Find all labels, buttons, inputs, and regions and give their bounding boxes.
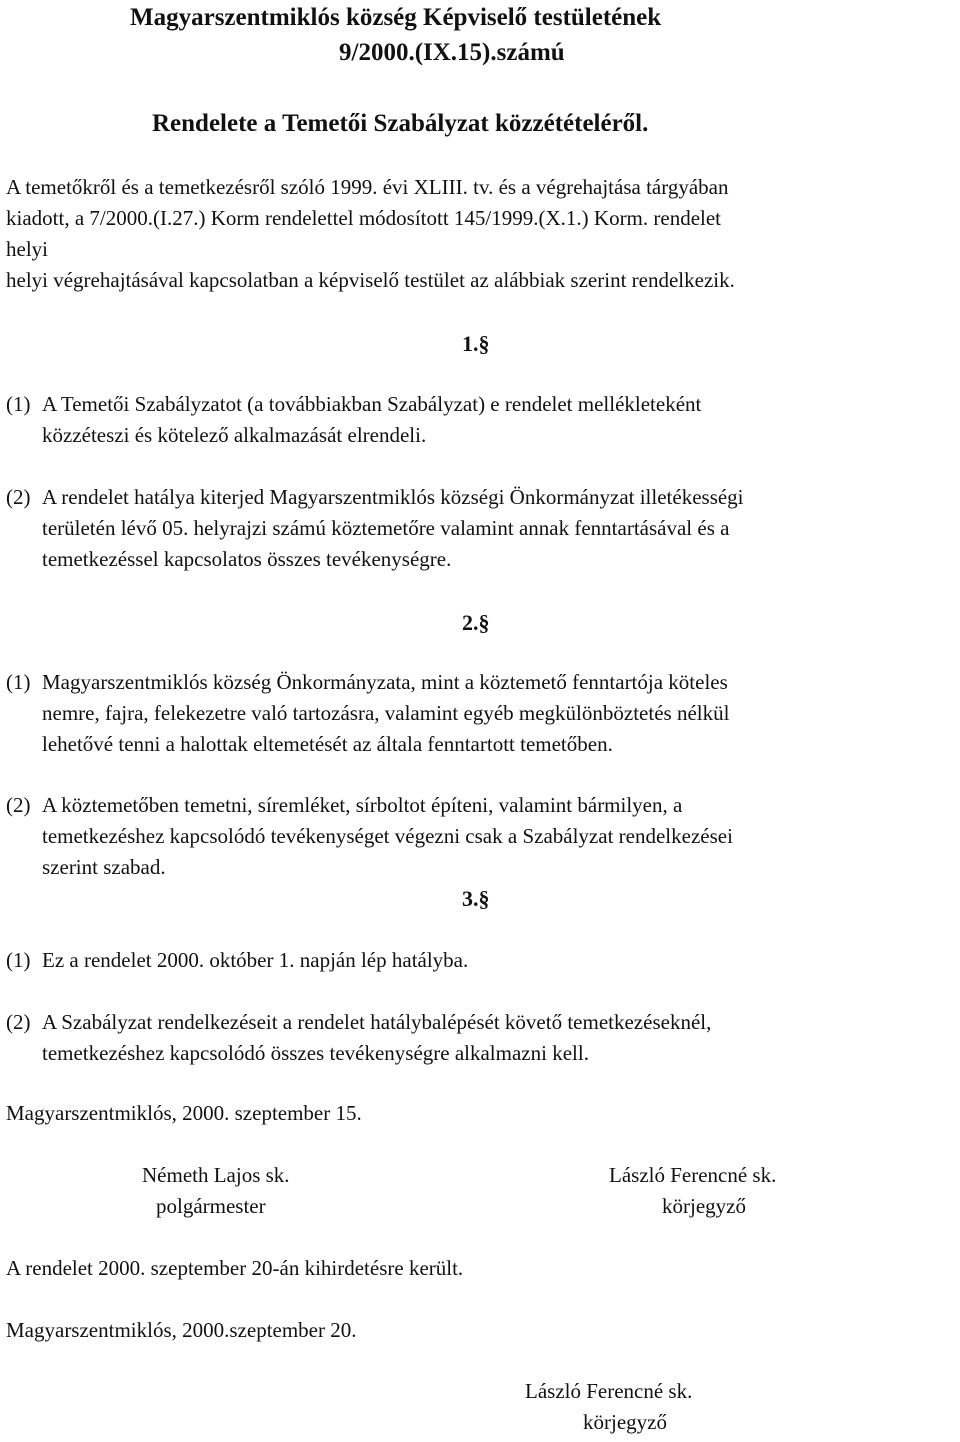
signer-name: László Ferencné sk. bbox=[525, 1379, 693, 1403]
paragraph-number: (1) bbox=[6, 948, 31, 972]
signer-title: körjegyző bbox=[662, 1194, 746, 1218]
paragraph-line: A köztemetőben temetni, síremléket, sírboltot építeni, valamint bármilyen, a bbox=[42, 793, 683, 817]
paragraph-line: közzéteszi és kötelező alkalmazását elrendeli. bbox=[42, 423, 427, 447]
paragraph-line: szerint szabad. bbox=[42, 855, 166, 879]
paragraph-line: Ez a rendelet 2000. október 1. napján lép hatályba. bbox=[42, 948, 469, 972]
paragraph-number: (2) bbox=[6, 793, 31, 817]
section-heading: 1.§ bbox=[462, 331, 490, 356]
paragraph-line: lehetővé tenni a halottak eltemetését az általa fenntartott temetőben. bbox=[42, 732, 613, 756]
signer-name: László Ferencné sk. bbox=[609, 1163, 777, 1187]
preamble-line: kiadott, a 7/2000.(I.27.) Korm rendelettel módosított 145/1999.(X.1.) Korm. rendelet bbox=[6, 206, 722, 230]
paragraph-number: (2) bbox=[6, 1010, 31, 1034]
paragraph-line: temetkezéssel kapcsolatos összes tevékenységre. bbox=[42, 547, 452, 571]
paragraph-line: területén lévő 05. helyrajzi számú köztemetőre valamint annak fenntartásával és a bbox=[42, 516, 730, 540]
preamble-line: helyi bbox=[6, 237, 48, 261]
promulgation-note: A rendelet 2000. szeptember 20-án kihirdetésre került. bbox=[6, 1256, 464, 1280]
paragraph-line: A rendelet hatálya kiterjed Magyarszentmiklós községi Önkormányzat illetékességi bbox=[42, 485, 744, 509]
place-date: Magyarszentmiklós, 2000.szeptember 20. bbox=[6, 1318, 357, 1342]
paragraph bbox=[6, 790, 733, 883]
paragraph bbox=[6, 667, 729, 760]
paragraph-line: temetkezéshez kapcsolódó összes tevékenységre alkalmazni kell. bbox=[42, 1041, 589, 1065]
section-heading: 2.§ bbox=[462, 610, 490, 635]
section-heading: 3.§ bbox=[462, 886, 490, 911]
paragraph-line: Magyarszentmiklós község Önkormányzata, mint a köztemető fenntartója köteles bbox=[42, 670, 728, 694]
document-title: Magyarszentmiklós község Képviselő testületének bbox=[130, 4, 662, 31]
paragraph bbox=[6, 945, 468, 976]
paragraph bbox=[6, 482, 744, 575]
place-date: Magyarszentmiklós, 2000. szeptember 15. bbox=[6, 1101, 362, 1125]
paragraph-number: (1) bbox=[6, 670, 31, 694]
paragraph-number: (2) bbox=[6, 485, 31, 509]
paragraph-line: A Temetői Szabályzatot (a továbbiakban Szabályzat) e rendelet mellékleteként bbox=[42, 392, 702, 416]
signer-title: polgármester bbox=[156, 1194, 266, 1218]
signer-title: körjegyző bbox=[583, 1410, 667, 1434]
preamble-line: helyi végrehajtásával kapcsolatban a képviselő testület az alábbiak szerint rendelkezik. bbox=[6, 268, 735, 292]
preamble-line: A temetőkről és a temetkezésről szóló 1999. évi XLIII. tv. és a végrehajtása tárgyában bbox=[6, 175, 729, 199]
decree-number: 9/2000.(IX.15).számú bbox=[339, 39, 565, 66]
paragraph-number: (1) bbox=[6, 392, 31, 416]
paragraph-line: temetkezéshez kapcsolódó tevékenységet végezni csak a Szabályzat rendelkezései bbox=[42, 824, 733, 848]
paragraph-line: nemre, fajra, felekezetre való tartozásra, valamint egyéb megkülönböztetés nélkül bbox=[42, 701, 730, 725]
paragraph-line: A Szabályzat rendelkezéseit a rendelet hatálybalépését követő temetkezéseknél, bbox=[42, 1010, 712, 1034]
paragraph bbox=[6, 1007, 711, 1069]
paragraph bbox=[6, 389, 701, 451]
signer-name: Németh Lajos sk. bbox=[142, 1163, 290, 1187]
decree-subject: Rendelete a Temetői Szabályzat közzétételéről. bbox=[152, 110, 649, 137]
